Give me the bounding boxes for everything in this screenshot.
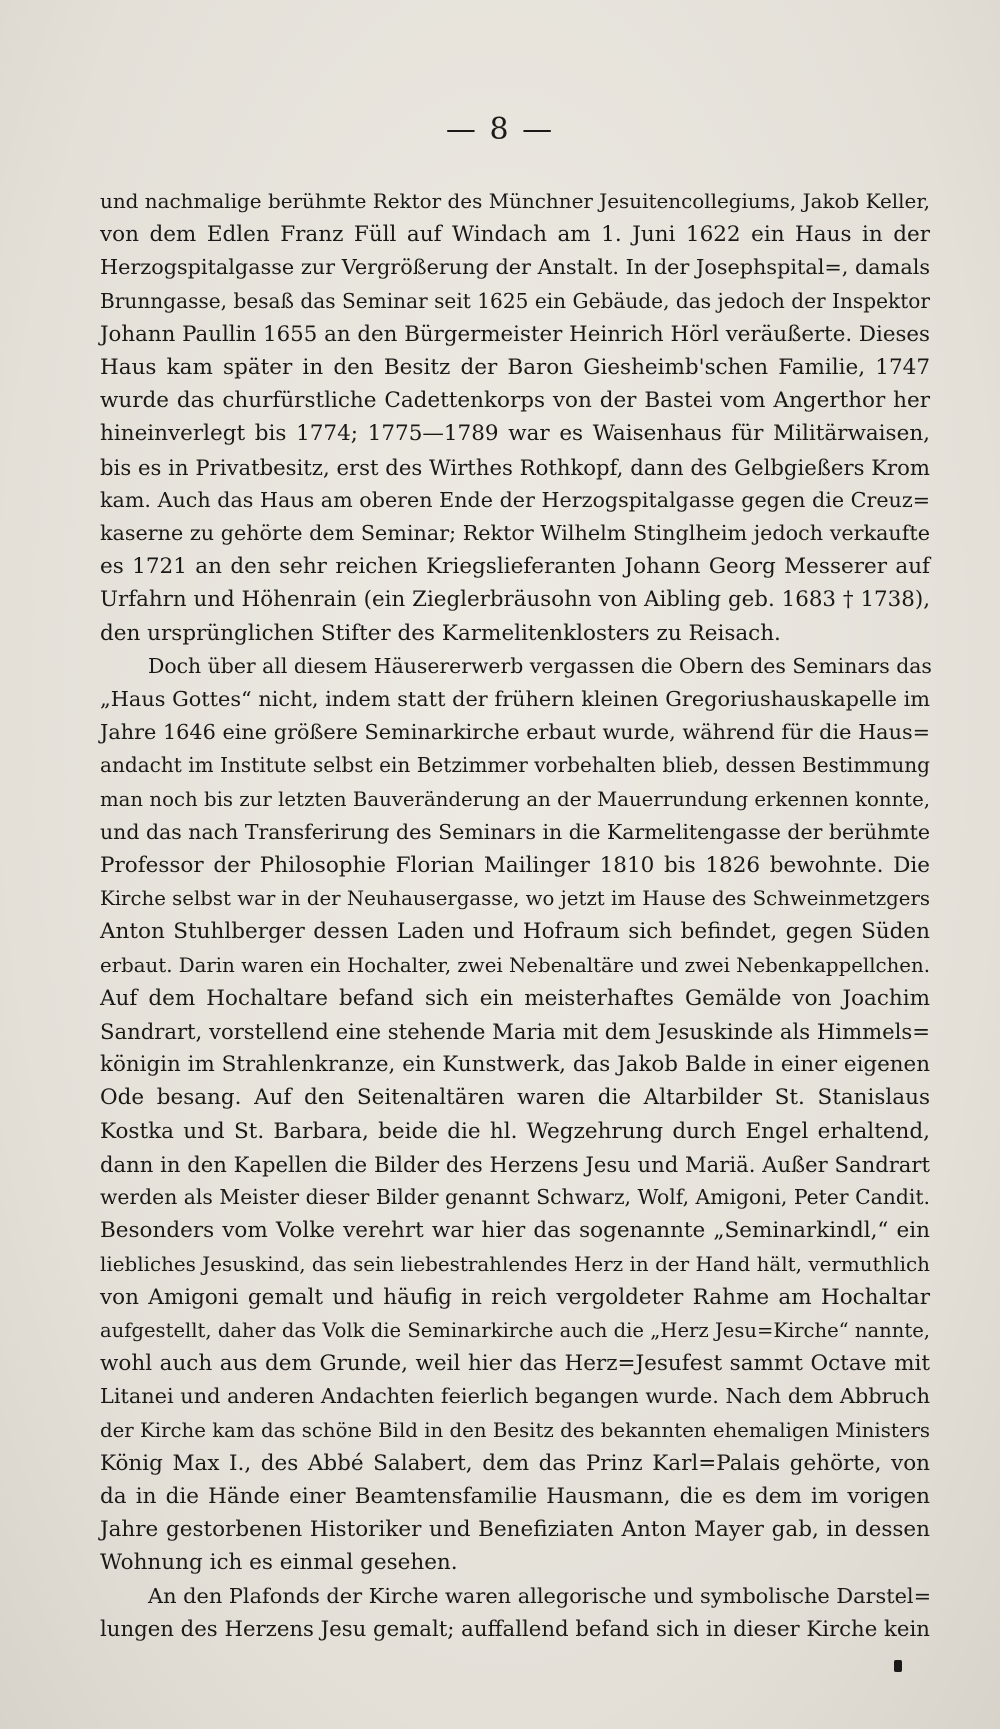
text-line: königin im Strahlenkranze, ein Kunstwerk, das Jakob Balde in einer eigenen bbox=[100, 1052, 930, 1078]
text-line: kam. Auch das Haus am oberen Ende der Herzogspitalgasse gegen die Creuz= bbox=[100, 487, 930, 512]
text-line: Doch über all diesem Häusererwerb vergassen die Obern des Seminars das bbox=[148, 653, 932, 678]
paragraph bbox=[100, 1580, 930, 1646]
text-line: werden als Meister dieser Bilder genannt Schwarz, Wolf, Amigoni, Peter Candit. bbox=[100, 1185, 930, 1210]
paragraph bbox=[100, 650, 930, 1580]
page-number: — 8 — bbox=[445, 112, 555, 147]
text-line: und nachmalige berühmte Rektor des Münchner Jesuitencollegiums, Jakob Keller, bbox=[100, 190, 930, 213]
text-line: hineinverlegt bis 1774; 1775—1789 war es Waisenhaus für Militärwaisen, bbox=[100, 421, 930, 447]
text-line: der Kirche kam das schöne Bild in den Besitz des bekannten ehemaligen Ministers bbox=[100, 1418, 930, 1442]
text-line: es 1721 an den sehr reichen Kriegslieferanten Johann Georg Messerer auf bbox=[100, 554, 930, 580]
text-line: Ode besang. Auf den Seitenaltären waren die Altarbilder St. Stanislaus bbox=[100, 1085, 930, 1111]
text-line: Brunngasse, besaß das Seminar seit 1625 ein Gebäude, das jedoch der Inspektor bbox=[100, 288, 930, 313]
text-line: Urfahrn und Höhenrain (ein Zieglerbräusohn von Aibling geb. 1683 † 1738), bbox=[100, 587, 930, 613]
text-line: König Max I., des Abbé Salabert, dem das Prinz Karl=Palais gehörte, von bbox=[100, 1450, 930, 1476]
text-line: Herzogspitalgasse zur Vergrößerung der Anstalt. In der Josephspital=, damals bbox=[100, 255, 930, 280]
text-line: Besonders vom Volke verehrt war hier das sogenannte „Seminarkindl,“ ein bbox=[100, 1218, 930, 1244]
text-line: Wohnung ich es einmal gesehen. bbox=[100, 1550, 458, 1576]
text-line: den ursprünglichen Stifter des Karmelitenklosters zu Reisach. bbox=[100, 620, 781, 646]
body-text bbox=[100, 185, 930, 1646]
text-line: erbaut. Darin waren ein Hochalter, zwei Nebenaltäre und zwei Nebenkappellchen. bbox=[100, 953, 930, 977]
text-line: lungen des Herzens Jesu gemalt; auffallend befand sich in dieser Kirche kein bbox=[100, 1616, 930, 1642]
text-line: von dem Edlen Franz Füll auf Windach am 1. Juni 1622 ein Haus in der bbox=[100, 222, 930, 248]
text-line: Auf dem Hochaltare befand sich ein meisterhaftes Gemälde von Joachim bbox=[100, 985, 930, 1011]
text-line: Jahre gestorbenen Historiker und Benefiziaten Anton Mayer gab, in dessen bbox=[100, 1517, 930, 1543]
text-line: „Haus Gottes“ nicht, indem statt der frühern kleinen Gregoriushauskapelle im bbox=[100, 687, 930, 712]
text-line: Litanei und anderen Andachten feierlich begangen wurde. Nach dem Abbruch bbox=[100, 1384, 930, 1409]
text-line: man noch bis zur letzten Bauveränderung an der Mauerrundung erkennen konnte, bbox=[100, 787, 930, 811]
text-line: aufgestellt, daher das Volk die Seminarkirche auch die „Herz Jesu=Kirche“ nannte, bbox=[100, 1318, 930, 1342]
text-line: Kirche selbst war in der Neuhausergasse, wo jetzt im Hause des Schweinmetzgers bbox=[100, 887, 930, 911]
text-line: Kostka und St. Barbara, beide die hl. Wegzehrung durch Engel erhaltend, bbox=[100, 1118, 930, 1144]
text-line: Jahre 1646 eine größere Seminarkirche erbaut wurde, während für die Haus= bbox=[100, 720, 930, 745]
text-line: Johann Paullin 1655 an den Bürgermeister Heinrich Hörl veräußerte. Dieses bbox=[100, 321, 930, 347]
text-line: wohl auch aus dem Grunde, weil hier das Herz=Jesufest sammt Octave mit bbox=[100, 1351, 930, 1377]
text-line: Anton Stuhlberger dessen Laden und Hofraum sich befindet, gegen Süden bbox=[100, 919, 930, 945]
text-line: An den Plafonds der Kirche waren allegorische und symbolische Darstel= bbox=[148, 1583, 932, 1608]
text-line: kaserne zu gehörte dem Seminar; Rektor Wilhelm Stinglheim jedoch verkaufte bbox=[100, 521, 930, 546]
text-line: Sandrart, vorstellend eine stehende Maria mit dem Jesuskinde als Himmels= bbox=[100, 1019, 930, 1045]
text-line: von Amigoni gemalt und häufig in reich vergoldeter Rahme am Hochaltar bbox=[100, 1284, 930, 1310]
text-line: und das nach Transferirung des Seminars in die Karmelitengasse der berühmte bbox=[100, 819, 930, 844]
text-line: liebliches Jesuskind, das sein liebestrahlendes Herz in der Hand hält, vermuthlich bbox=[100, 1252, 930, 1276]
text-line: dann in den Kapellen die Bilder des Herzens Jesu und Mariä. Außer Sandrart bbox=[100, 1151, 930, 1177]
text-line: da in die Hände einer Beamtensfamilie Hausmann, die es dem im vorigen bbox=[100, 1483, 930, 1509]
text-line: bis es in Privatbesitz, erst des Wirthes Rothkopf, dann des Gelbgießers Krom bbox=[100, 454, 930, 480]
paragraph bbox=[100, 185, 930, 650]
text-line: Professor der Philosophie Florian Mailinger 1810 bis 1826 bewohnte. Die bbox=[100, 853, 930, 879]
ink-mark bbox=[894, 1660, 902, 1672]
text-line: andacht im Institute selbst ein Betzimmer vorbehalten blieb, dessen Bestimmung bbox=[100, 753, 930, 778]
text-line: wurde das churfürstliche Cadettenkorps von der Bastei vom Angerthor her bbox=[100, 388, 930, 414]
text-line: Haus kam später in den Besitz der Baron Giesheimb'schen Familie, 1747 bbox=[100, 355, 930, 381]
